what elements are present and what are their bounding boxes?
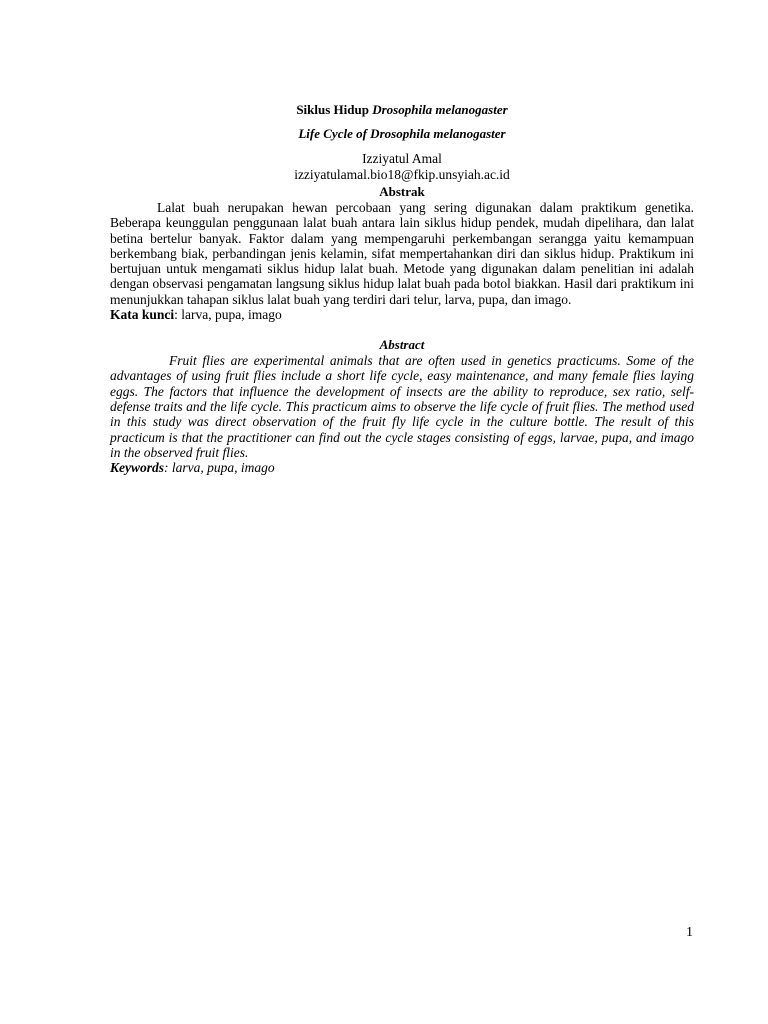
author-email: izziyatulamal.bio18@fkip.unsyiah.ac.id: [294, 167, 510, 182]
kata-kunci-line: [110, 307, 694, 323]
author-name: Izziyatul Amal: [362, 151, 442, 166]
abstrak-heading: Abstrak: [379, 184, 425, 199]
paper-subtitle: Life Cycle of Drosophila melanogaster: [298, 126, 506, 141]
abstract-paragraph: Fruit flies are experimental animals that are often used in genetics practicums. Some of the advantages of using fruit flies include a short life cycle, easy maintenance, and many female flies laying eggs. The factors that influence the development of insects are the ability to reproduce, sex ratio, self-defense traits and the life cycle. This practicum aims to observe the life cycle of fruit flies. The method used in this study was direct observation of the fruit fly life cycle in the culture bottle. The result of this practicum is that the practitioner can find out the cycle stages consisting of eggs, larvae, pupa, and imago in the observed fruit flies.: [110, 353, 694, 460]
keywords-value: : larva, pupa, imago: [164, 460, 275, 476]
keywords-line: [110, 460, 694, 476]
kata-kunci-value: : larva, pupa, imago: [174, 307, 282, 323]
document-content: [110, 102, 694, 476]
kata-kunci-label: Kata kunci: [110, 307, 175, 323]
paper-title-italic: Drosophila melanogaster: [372, 102, 508, 117]
paper-title: [110, 102, 694, 118]
abstrak-paragraph: Lalat buah nerupakan hewan percobaan yang sering digunakan dalam praktikum genetika. Beberapa keunggulan penggunaan lalat buah antara lain siklus hidup pendek, mudah dipelihara, dan lalat betina bertelur banyak. Faktor dalam yang mempengaruhi perkembangan serangga yaitu kemampuan berkembang biak, perbandingan jenis kelamin, sifat mempertahankan diri dan siklus hidup. Praktikum ini bertujuan untuk mengamati siklus hidup lalat buah. Metode yang digunakan dalam penelitian ini adalah dengan observasi pengamatan langsung siklus hidup lalat buah pada botol biakkan. Hasil dari praktikum ini menunjukkan tahapan siklus lalat buah yang terdiri dari telur, larva, pupa, dan imago.: [110, 200, 694, 307]
section-spacer: [110, 323, 694, 337]
page-number: 1: [686, 925, 693, 940]
abstract-heading: Abstract: [379, 337, 425, 353]
keywords-label: Keywords: [110, 460, 164, 476]
paper-title-plain: Siklus Hidup: [296, 102, 373, 117]
